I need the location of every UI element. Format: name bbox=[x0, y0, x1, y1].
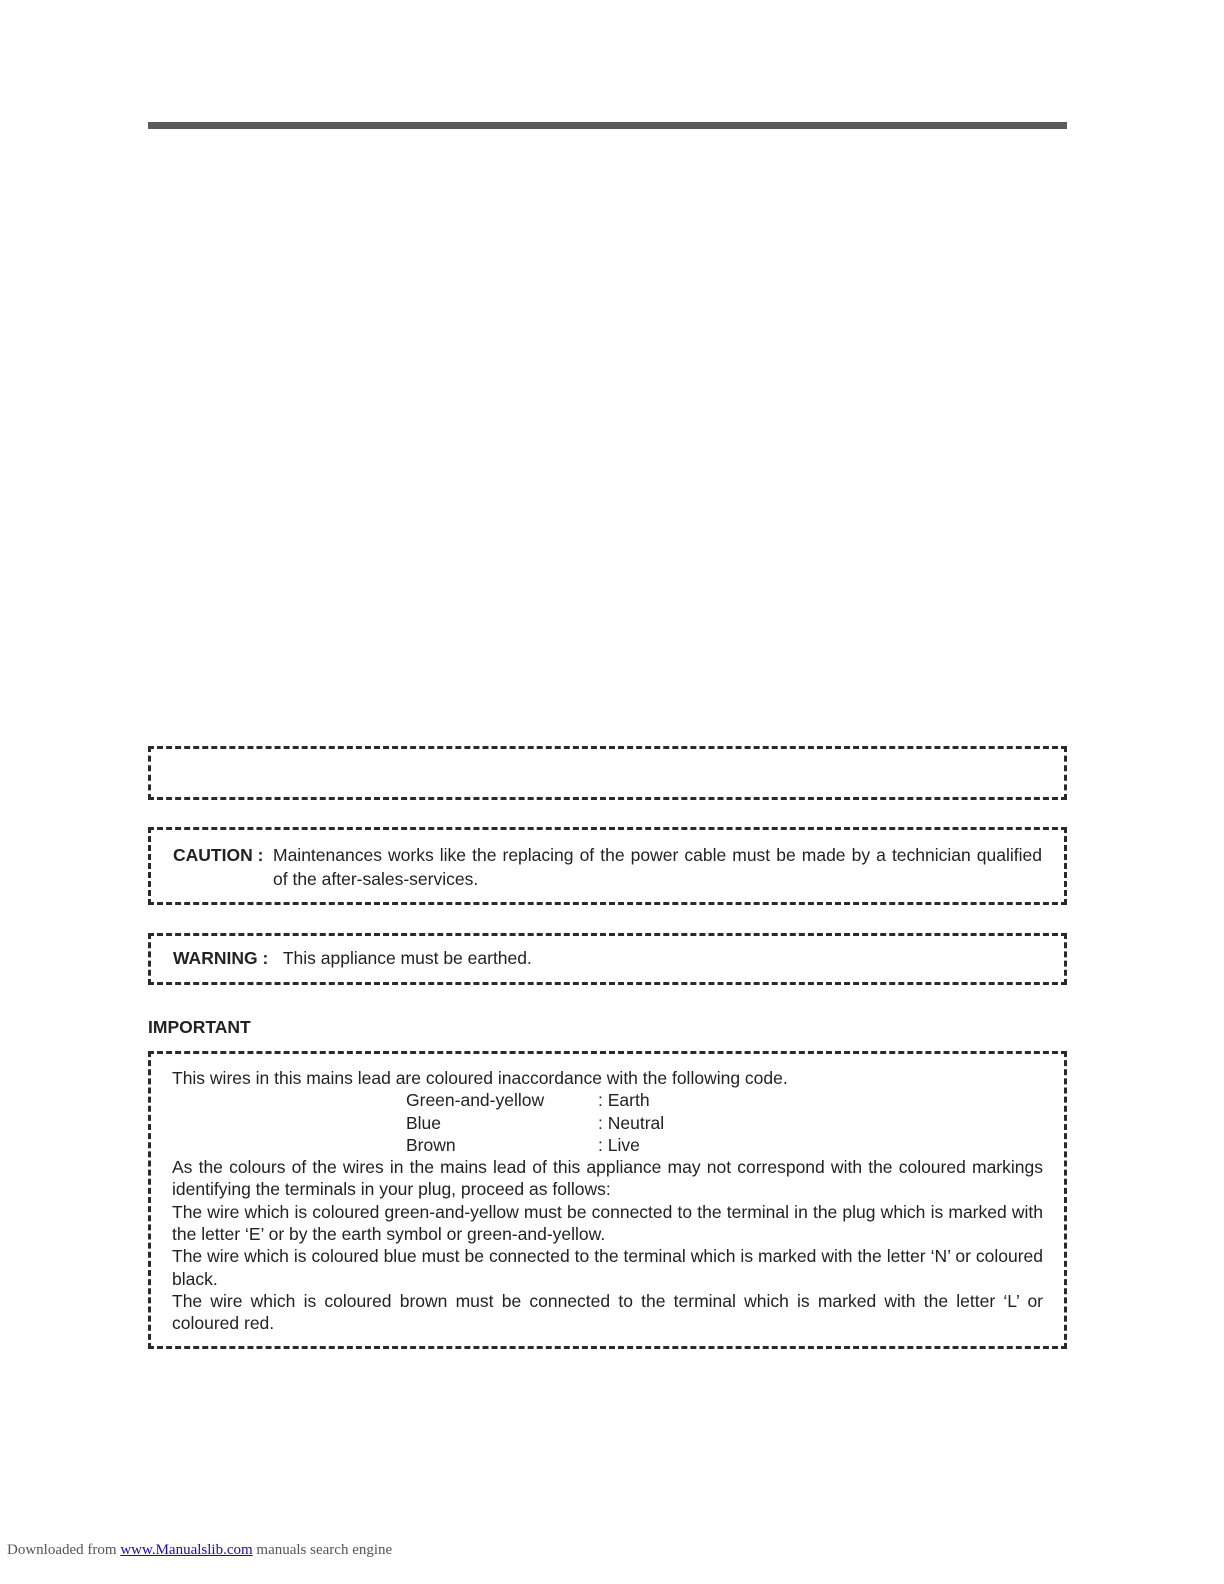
warning-label: WARNING : bbox=[173, 948, 269, 968]
wire-code-row bbox=[172, 1112, 1043, 1134]
caution-box bbox=[148, 827, 1067, 905]
manualslib-link[interactable]: www.Manualslib.com bbox=[120, 1542, 253, 1558]
important-box bbox=[148, 1051, 1067, 1349]
important-paragraph: The wire which is coloured brown must be connected to the terminal which is marked with the letter ‘L’ or coloured red. bbox=[172, 1290, 1043, 1334]
wire-meaning: : Live bbox=[598, 1134, 640, 1155]
footer-suffix: manuals search engine bbox=[252, 1542, 393, 1558]
wire-color: Blue bbox=[406, 1112, 442, 1133]
top-rule bbox=[148, 122, 1067, 129]
footer-prefix: Downloaded from bbox=[7, 1542, 121, 1558]
important-content bbox=[172, 1067, 1043, 1335]
important-paragraph: The wire which is coloured blue must be connected to the terminal which is marked with the letter ‘N’ or coloured black. bbox=[172, 1246, 1043, 1289]
empty-notice-box bbox=[148, 746, 1067, 800]
warning-box bbox=[148, 933, 1067, 985]
wire-meaning: : Earth bbox=[598, 1090, 650, 1111]
important-paragraph: As the colours of the wires in the mains lead of this appliance may not correspond with the coloured markings identifying the terminals in your plug, proceed as follows: bbox=[172, 1157, 1043, 1200]
important-heading: IMPORTANT bbox=[148, 1017, 251, 1037]
warning-line bbox=[173, 946, 532, 970]
caution-text: Maintenances works like the replacing of the power cable must be made by a technician qualified of the after-sales-services. bbox=[273, 845, 1042, 889]
wire-code-row bbox=[172, 1134, 1043, 1156]
wire-code-row bbox=[172, 1089, 1043, 1111]
wire-color: Green-and-yellow bbox=[406, 1090, 545, 1111]
important-intro: This wires in this mains lead are coloured inaccordance with the following code. bbox=[172, 1068, 788, 1088]
wire-meaning: : Neutral bbox=[598, 1112, 665, 1133]
download-footer bbox=[7, 1542, 392, 1559]
warning-text: This appliance must be earthed. bbox=[282, 948, 532, 968]
important-paragraph: The wire which is coloured green-and-yellow must be connected to the terminal in the plug which is marked with the letter ‘E’ or by the earth symbol or green-and-yellow. bbox=[172, 1201, 1043, 1245]
wire-color: Brown bbox=[406, 1134, 456, 1155]
caution-label: CAUTION : bbox=[173, 845, 264, 865]
